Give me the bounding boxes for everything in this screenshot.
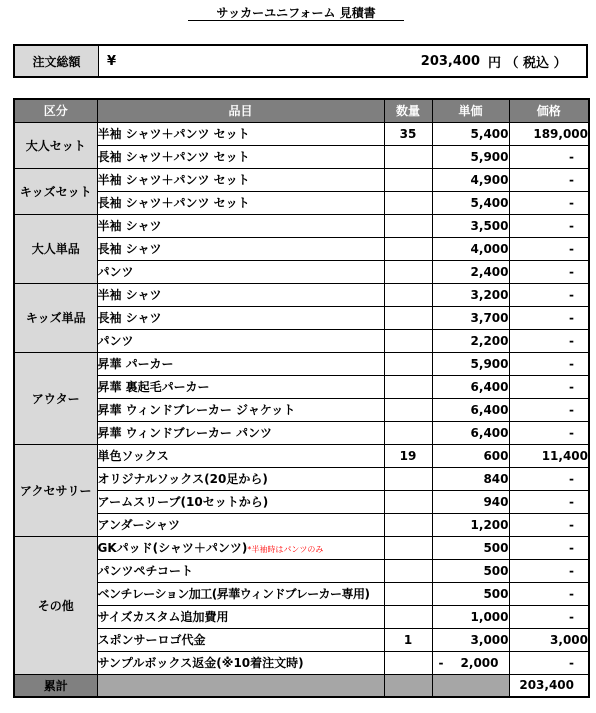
table-row <box>14 352 589 375</box>
item-name: 単色ソックス <box>97 449 169 463</box>
qty-cell[interactable] <box>384 490 432 513</box>
summary-row <box>14 674 589 697</box>
table-row <box>14 536 589 559</box>
estimate-table <box>13 98 590 698</box>
item-cell <box>97 237 384 260</box>
unit-price-cell: 3,200 <box>432 283 509 306</box>
unit-price-cell: 940 <box>432 490 509 513</box>
unit-price-cell: 1,200 <box>432 513 509 536</box>
table-body <box>14 122 589 674</box>
unit-price-cell: 500 <box>432 582 509 605</box>
item-cell <box>97 283 384 306</box>
item-cell <box>97 467 384 490</box>
amount-cell: - <box>509 536 589 559</box>
amount-cell: - <box>509 260 589 283</box>
qty-cell[interactable] <box>384 329 432 352</box>
amount-cell: - <box>509 168 589 191</box>
qty-cell[interactable] <box>384 214 432 237</box>
amount-cell: - <box>509 306 589 329</box>
item-cell <box>97 628 384 651</box>
item-name: パンツペチコート <box>97 564 194 578</box>
qty-cell[interactable] <box>384 168 432 191</box>
qty-cell[interactable] <box>384 559 432 582</box>
amount-cell: - <box>509 651 589 674</box>
qty-cell[interactable] <box>384 536 432 559</box>
qty-cell[interactable] <box>384 513 432 536</box>
header-qty: 数量 <box>384 99 432 122</box>
item-name: 昇華 パーカー <box>97 357 174 371</box>
unit-price-cell <box>432 651 509 674</box>
category-cell: その他 <box>14 536 97 674</box>
item-name: アンダーシャツ <box>97 518 181 532</box>
qty-cell[interactable] <box>384 306 432 329</box>
item-name: 長袖 シャツ＋パンツ セット <box>97 150 250 164</box>
category-cell: キッズセット <box>14 168 97 214</box>
item-name: サンプルボックス返金(※10着注文時) <box>97 656 304 670</box>
item-cell <box>97 260 384 283</box>
qty-cell[interactable]: 35 <box>384 122 432 145</box>
unit-price-cell: 6,400 <box>432 375 509 398</box>
summary-blank <box>97 674 384 697</box>
summary-blank <box>384 674 432 697</box>
item-name: 昇華 ウィンドブレーカー パンツ <box>97 426 273 440</box>
item-name: GKパッド(シャツ＋パンツ) <box>97 541 248 555</box>
price-value: 2,000 <box>460 655 499 670</box>
header-category: 区分 <box>14 99 97 122</box>
summary-blank <box>432 674 509 697</box>
page-title: サッカーユニフォーム 見積書 <box>216 6 376 20</box>
table-row <box>14 651 589 674</box>
qty-cell[interactable] <box>384 467 432 490</box>
unit-price-cell: 500 <box>432 536 509 559</box>
item-cell <box>97 582 384 605</box>
unit-price-cell: 5,900 <box>432 145 509 168</box>
qty-cell[interactable] <box>384 651 432 674</box>
item-name: 長袖 シャツ <box>97 311 162 325</box>
amount-cell: - <box>509 375 589 398</box>
qty-cell[interactable] <box>384 605 432 628</box>
item-name: 半袖 シャツ <box>97 288 162 302</box>
price-sign: - <box>438 655 444 670</box>
table-row <box>14 490 589 513</box>
qty-cell[interactable]: 19 <box>384 444 432 467</box>
amount-cell: - <box>509 559 589 582</box>
item-cell <box>97 191 384 214</box>
item-name: パンツ <box>97 265 134 279</box>
item-name: ベンチレーション加工(昇華ウィンドブレーカー専用) <box>97 587 370 601</box>
qty-cell[interactable] <box>384 421 432 444</box>
item-note: *半袖時はパンツのみ <box>247 545 324 554</box>
table-row <box>14 582 589 605</box>
qty-cell[interactable]: 1 <box>384 628 432 651</box>
qty-cell[interactable] <box>384 375 432 398</box>
qty-cell[interactable] <box>384 283 432 306</box>
amount-cell: - <box>509 329 589 352</box>
table-row <box>14 559 589 582</box>
header-unit-price: 単価 <box>432 99 509 122</box>
unit-price-cell: 500 <box>432 559 509 582</box>
amount-cell: - <box>509 582 589 605</box>
item-cell <box>97 444 384 467</box>
table-row <box>14 513 589 536</box>
item-name: 長袖 シャツ＋パンツ セット <box>97 196 250 210</box>
table-row <box>14 191 589 214</box>
item-cell <box>97 306 384 329</box>
item-name: 半袖 シャツ＋パンツ セット <box>97 173 250 187</box>
title-underline <box>188 2 404 21</box>
table-row <box>14 628 589 651</box>
summary-label: 累計 <box>14 674 97 697</box>
amount-cell: - <box>509 421 589 444</box>
unit-price-cell: 5,900 <box>432 352 509 375</box>
table-row <box>14 375 589 398</box>
amount-cell: - <box>509 145 589 168</box>
category-cell: アクセサリー <box>14 444 97 536</box>
amount-cell: - <box>509 490 589 513</box>
header-item: 品目 <box>97 99 384 122</box>
table-row <box>14 260 589 283</box>
item-name: スポンサーロゴ代金 <box>97 633 206 647</box>
unit-price-cell: 3,000 <box>432 628 509 651</box>
unit-price-cell: 3,500 <box>432 214 509 237</box>
unit-price-cell: 4,900 <box>432 168 509 191</box>
category-cell: アウター <box>14 352 97 444</box>
item-name: サイズカスタム追加費用 <box>97 610 229 624</box>
item-name: オリジナルソックス(20足から) <box>97 472 268 486</box>
item-name: 長袖 シャツ <box>97 242 162 256</box>
table-row <box>14 605 589 628</box>
yen-sign: ¥ <box>107 53 117 69</box>
item-name: 半袖 シャツ <box>97 219 162 233</box>
item-cell <box>97 651 384 674</box>
amount-cell: - <box>509 467 589 490</box>
table-row <box>14 329 589 352</box>
table-row <box>14 214 589 237</box>
item-cell <box>97 421 384 444</box>
amount-cell: 189,000 <box>509 122 589 145</box>
table-row <box>14 145 589 168</box>
amount-cell: 3,000 <box>509 628 589 651</box>
unit-price-cell: 6,400 <box>432 421 509 444</box>
item-cell <box>97 490 384 513</box>
category-cell: 大人単品 <box>14 214 97 283</box>
order-total-label: 注文総額 <box>15 46 99 76</box>
item-cell <box>97 375 384 398</box>
item-cell <box>97 214 384 237</box>
table-row <box>14 306 589 329</box>
qty-cell[interactable] <box>384 582 432 605</box>
unit-price-cell: 4,000 <box>432 237 509 260</box>
amount-cell: - <box>509 214 589 237</box>
amount-cell: 11,400 <box>509 444 589 467</box>
header-amount: 価格 <box>509 99 589 122</box>
order-total-box <box>13 44 588 78</box>
qty-cell[interactable] <box>384 145 432 168</box>
table-row <box>14 168 589 191</box>
item-cell <box>97 536 384 559</box>
amount-cell: - <box>509 237 589 260</box>
qty-cell[interactable] <box>384 237 432 260</box>
unit-price-cell: 3,700 <box>432 306 509 329</box>
order-total-unit: 円 （ 税込 ） <box>488 55 567 71</box>
table-row <box>14 283 589 306</box>
qty-cell[interactable] <box>384 260 432 283</box>
amount-cell: - <box>509 191 589 214</box>
table-row <box>14 398 589 421</box>
amount-cell: - <box>509 283 589 306</box>
order-total-value <box>99 46 586 76</box>
unit-price-cell: 2,200 <box>432 329 509 352</box>
unit-price-cell: 5,400 <box>432 122 509 145</box>
unit-price-cell: 6,400 <box>432 398 509 421</box>
table-row <box>14 237 589 260</box>
item-cell <box>97 168 384 191</box>
category-cell: 大人セット <box>14 122 97 168</box>
amount-cell: - <box>509 398 589 421</box>
item-name: 昇華 ウィンドブレーカー ジャケット <box>97 403 296 417</box>
item-cell <box>97 605 384 628</box>
unit-price-cell: 840 <box>432 467 509 490</box>
amount-cell: - <box>509 605 589 628</box>
qty-cell[interactable] <box>384 191 432 214</box>
summary-amount: 203,400 <box>509 674 589 697</box>
table-row <box>14 421 589 444</box>
item-name: 昇華 裏起毛パーカー <box>97 380 210 394</box>
table-row <box>14 467 589 490</box>
order-total-amount: 203,400 <box>420 53 480 69</box>
item-cell <box>97 329 384 352</box>
item-cell <box>97 513 384 536</box>
qty-cell[interactable] <box>384 398 432 421</box>
unit-price-cell: 2,400 <box>432 260 509 283</box>
category-cell: キッズ単品 <box>14 283 97 352</box>
unit-price-cell: 1,000 <box>432 605 509 628</box>
unit-price-cell: 600 <box>432 444 509 467</box>
amount-cell: - <box>509 352 589 375</box>
item-name: アームスリーブ(10セットから) <box>97 495 269 509</box>
item-cell <box>97 122 384 145</box>
item-cell <box>97 398 384 421</box>
unit-price-cell: 5,400 <box>432 191 509 214</box>
qty-cell[interactable] <box>384 352 432 375</box>
item-cell <box>97 559 384 582</box>
item-cell <box>97 352 384 375</box>
amount-cell: - <box>509 513 589 536</box>
item-name: パンツ <box>97 334 134 348</box>
item-name: 半袖 シャツ＋パンツ セット <box>97 127 250 141</box>
item-cell <box>97 145 384 168</box>
table-row <box>14 444 589 467</box>
table-header-row <box>14 99 589 122</box>
table-row <box>14 122 589 145</box>
